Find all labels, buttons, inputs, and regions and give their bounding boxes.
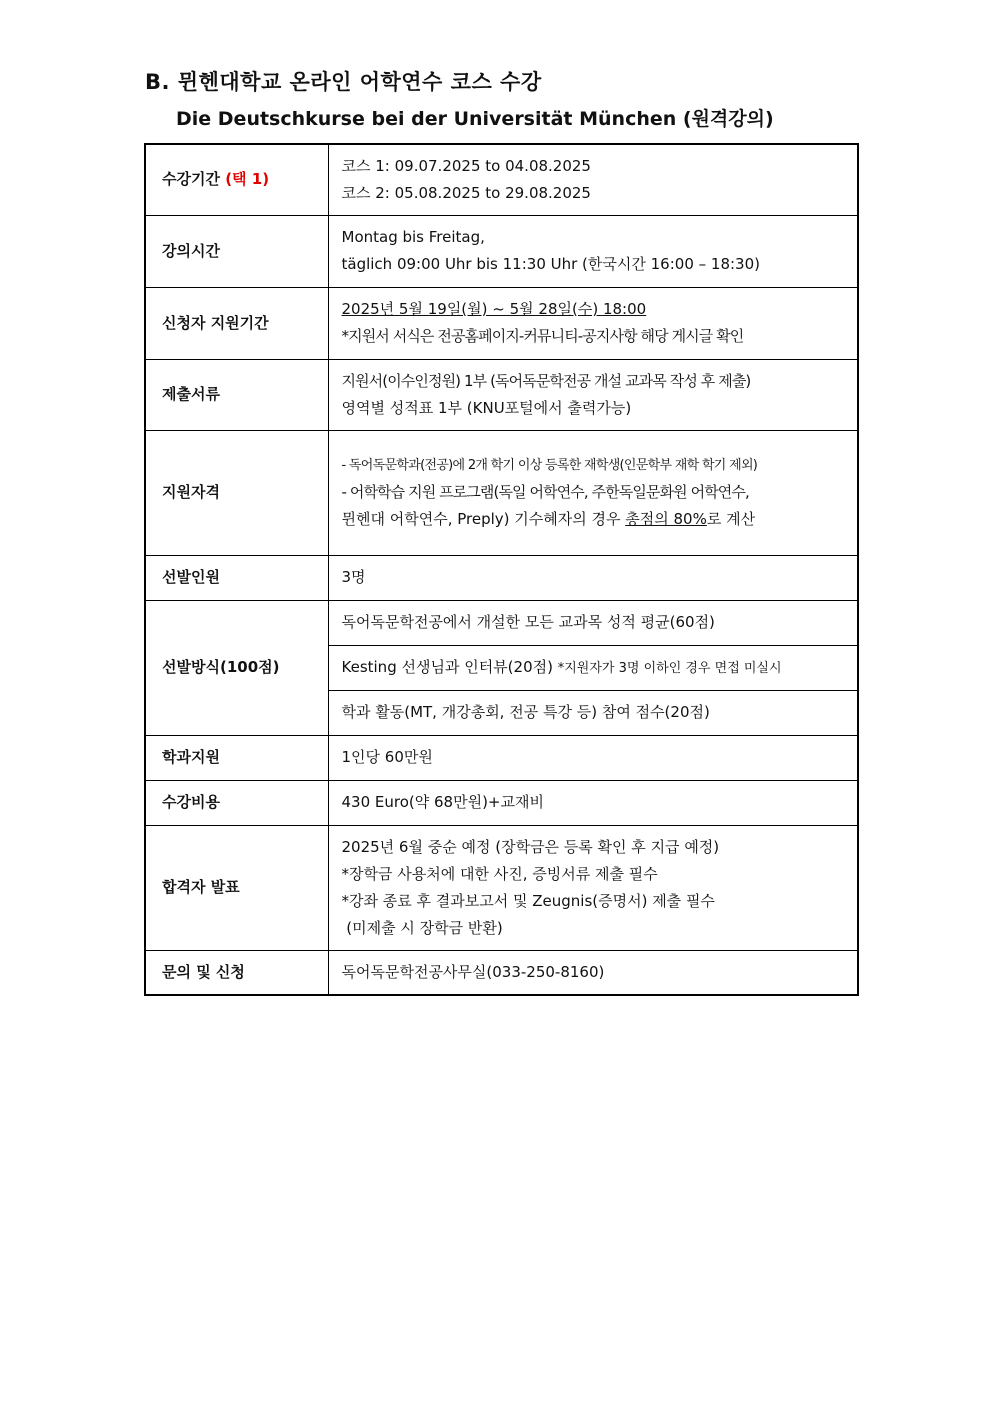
row-value <box>328 430 858 555</box>
section-subtitle: Die Deutschkurse bei der Universität München (원격강의) <box>176 108 774 130</box>
table-row-support <box>145 735 858 780</box>
cost-label: 수강비용 <box>145 780 328 825</box>
qual-line-3-end: 로 계산 <box>706 510 756 528</box>
result-line-2: *장학금 사용처에 대한 사진, 증빙서류 제출 필수 <box>341 864 658 883</box>
table-row-qualification <box>145 430 858 555</box>
program-info-table <box>144 143 859 996</box>
qual-line-3 <box>342 506 850 533</box>
table-row-method-1 <box>145 600 858 645</box>
qual-line-3-text: 뮌헨대 어학연수, Preply) 기수혜자의 경우 <box>341 510 626 528</box>
interview-text: Kesting 선생님과 인터뷰(20점) <box>341 657 553 676</box>
row-label <box>145 144 328 215</box>
docs-line-2: 영역별 성적표 1부 (KNU포털에서 출력가능) <box>341 398 632 417</box>
result-label: 합격자 발표 <box>145 825 328 950</box>
course-1: 코스 1: 09.07.2025 to 04.08.2025 <box>341 156 591 175</box>
result-line-3: *강좌 종료 후 결과보고서 및 Zeugnis(증명서) 제출 필수 <box>341 891 715 910</box>
docs-line-1: 지원서(이수인정원) 1부 (독어독문학전공 개설 교과목 작성 후 제출) <box>341 371 751 390</box>
row-value <box>328 144 858 215</box>
support-label: 학과지원 <box>145 735 328 780</box>
apply-period: 2025년 5월 19일(월) ~ 5월 28일(수) 18:00 <box>341 300 647 318</box>
score-ratio: 총점의 80% <box>625 510 707 528</box>
period-label: 수강기간 <box>162 170 220 189</box>
table-row-time <box>145 215 858 287</box>
qualification-label: 지원자격 <box>145 430 328 555</box>
time-label: 강의시간 <box>145 215 328 287</box>
method-label: 선발방식(100점) <box>145 600 328 735</box>
table-row-count <box>145 555 858 600</box>
cost-value: 430 Euro(약 68만원)+교재비 <box>328 780 858 825</box>
course-2: 코스 2: 05.08.2025 to 29.08.2025 <box>341 183 591 202</box>
time-line-1: Montag bis Freitag, <box>341 228 485 246</box>
apply-form-note: *지원서 서식은 전공홈페이지-커뮤니티-공지사항 해당 게시글 확인 <box>341 327 744 345</box>
table-row-cost <box>145 780 858 825</box>
support-value: 1인당 60만원 <box>328 735 858 780</box>
method-item-1: 독어독문학전공에서 개설한 모든 교과목 성적 평균(60점) <box>328 600 858 645</box>
table-row-period <box>145 144 858 215</box>
contact-value: 독어독문학전공사무실(033-250-8160) <box>328 950 858 995</box>
apply-label: 신청자 지원기간 <box>145 287 328 359</box>
qual-line-1: - 독어독문학과(전공)에 2개 학기 이상 등록한 재학생(인문학부 재학 학기 제외) <box>341 458 758 473</box>
result-line-4: (미제출 시 장학금 반환) <box>341 918 503 937</box>
row-value <box>328 287 858 359</box>
docs-label: 제출서류 <box>145 359 328 430</box>
table-row-contact <box>145 950 858 995</box>
interview-note: *지원자가 3명 이하인 경우 면접 미실시 <box>557 660 782 676</box>
row-value <box>328 215 858 287</box>
result-line-1: 2025년 6월 중순 예정 (장학금은 등록 확인 후 지급 예정) <box>341 837 720 856</box>
method-item-2 <box>328 645 858 690</box>
section-title: B. 뮌헨대학교 온라인 어학연수 코스 수강 <box>145 70 542 94</box>
table-row-docs <box>145 359 858 430</box>
row-value <box>328 825 858 950</box>
table-row-apply <box>145 287 858 359</box>
choose-one-note: (택 1) <box>225 170 270 189</box>
table-row-result <box>145 825 858 950</box>
row-value <box>328 359 858 430</box>
time-line-2: täglich 09:00 Uhr bis 11:30 Uhr (한국시간 16:00 – 18:30) <box>341 255 760 273</box>
method-item-3: 학과 활동(MT, 개강총회, 전공 특강 등) 참여 점수(20점) <box>328 690 858 735</box>
contact-label: 문의 및 신청 <box>145 950 328 995</box>
count-value: 3명 <box>328 555 858 600</box>
count-label: 선발인원 <box>145 555 328 600</box>
qual-line-2: - 어학학습 지원 프로그램(독일 어학연수, 주한독일문화원 어학연수, <box>341 483 749 501</box>
